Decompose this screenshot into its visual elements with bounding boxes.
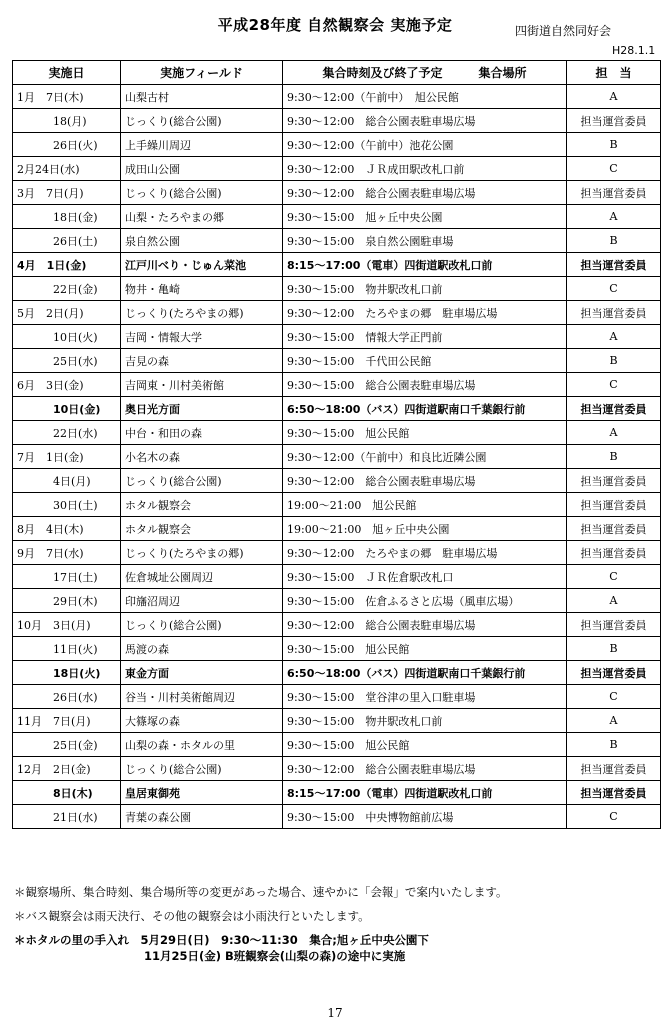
cell-meeting: 9:30～15:00 総合公園表駐車場広場 (283, 373, 567, 397)
cell-meeting: 9:30～15:00 旭公民館 (283, 637, 567, 661)
cell-date: 1月 7日(木) (13, 85, 121, 109)
cell-field: じっくり(総合公園) (121, 757, 283, 781)
cell-date: 10日(金) (13, 397, 121, 421)
cell-date: 7月 1日(金) (13, 445, 121, 469)
cell-meeting: 9:30～12:00 総合公園表駐車場広場 (283, 613, 567, 637)
table-row (13, 133, 661, 157)
cell-responsible: A (567, 205, 661, 229)
cell-responsible: C (567, 805, 661, 829)
cell-meeting: 9:30～15:00 泉自然公園駐車場 (283, 229, 567, 253)
cell-meeting: 9:30～12:00 ＪＲ成田駅改札口前 (283, 157, 567, 181)
cell-date: 6月 3日(金) (13, 373, 121, 397)
cell-responsible: B (567, 733, 661, 757)
cell-field: 馬渡の森 (121, 637, 283, 661)
table-row (13, 445, 661, 469)
cell-field: 佐倉城址公園周辺 (121, 565, 283, 589)
cell-field: ホタル観察会 (121, 517, 283, 541)
cell-meeting: 8:15～17:00（電車）四街道駅改札口前 (283, 781, 567, 805)
cell-date: 11日(火) (13, 637, 121, 661)
column-header-date: 実施日 (13, 61, 121, 85)
cell-date: 17日(土) (13, 565, 121, 589)
cell-meeting: 19:00～21:00 旭公民館 (283, 493, 567, 517)
note-change-notice: ＊観察場所、集合時刻、集合場所等の変更があった場合、速やかに「会報」で案内いたします。 (14, 885, 508, 899)
cell-meeting: 8:15～17:00（電車）四街道駅改札口前 (283, 253, 567, 277)
table-row (13, 109, 661, 133)
table-row (13, 229, 661, 253)
page-number: 17 (327, 1006, 343, 1020)
cell-meeting: 9:30～12:00 総合公園表駐車場広場 (283, 109, 567, 133)
cell-date: 18(月) (13, 109, 121, 133)
cell-date: 4月 1日(金) (13, 253, 121, 277)
cell-responsible: A (567, 589, 661, 613)
cell-meeting: 9:30～15:00 情報大学正門前 (283, 325, 567, 349)
cell-field: じっくり(総合公園) (121, 469, 283, 493)
document-date: H28.1.1 (612, 44, 656, 57)
page-title: 平成28年度 自然観察会 実施予定 (217, 16, 453, 34)
cell-meeting: 9:30～15:00 旭ヶ丘中央公園 (283, 205, 567, 229)
cell-field: 印旛沼周辺 (121, 589, 283, 613)
cell-meeting: 9:30～12:00 たろやまの郷 駐車場広場 (283, 301, 567, 325)
cell-responsible: C (567, 373, 661, 397)
cell-field: 山梨の森・ホタルの里 (121, 733, 283, 757)
cell-field: 小名木の森 (121, 445, 283, 469)
table-row (13, 349, 661, 373)
table-row (13, 493, 661, 517)
table-row (13, 157, 661, 181)
cell-responsible: 担当運営委員 (567, 613, 661, 637)
cell-date: 4日(月) (13, 469, 121, 493)
cell-date: 21日(水) (13, 805, 121, 829)
cell-field: 吉見の森 (121, 349, 283, 373)
cell-responsible: 担当運営委員 (567, 757, 661, 781)
cell-field: 成田山公園 (121, 157, 283, 181)
cell-meeting: 9:30～15:00 堂谷津の里入口駐車場 (283, 685, 567, 709)
cell-meeting: 9:30～12:00 総合公園表駐車場広場 (283, 757, 567, 781)
cell-field: 中台・和田の森 (121, 421, 283, 445)
cell-meeting: 9:30～15:00 物井駅改札口前 (283, 277, 567, 301)
table-row (13, 565, 661, 589)
cell-date: 26日(火) (13, 133, 121, 157)
cell-meeting: 9:30～15:00 旭公民館 (283, 733, 567, 757)
cell-date: 18日(金) (13, 205, 121, 229)
cell-meeting: 9:30～15:00 佐倉ふるさと広場（風車広場） (283, 589, 567, 613)
schedule-table-body (13, 85, 661, 829)
cell-meeting: 9:30～15:00 中央博物館前広場 (283, 805, 567, 829)
cell-field: 上手繰川周辺 (121, 133, 283, 157)
cell-field: じっくり(総合公園) (121, 613, 283, 637)
cell-date: 26日(水) (13, 685, 121, 709)
cell-field: 吉岡・情報大学 (121, 325, 283, 349)
cell-date: 5月 2日(月) (13, 301, 121, 325)
cell-responsible: 担当運営委員 (567, 181, 661, 205)
table-row (13, 181, 661, 205)
note-weather-policy: ＊バス観察会は雨天決行、その他の観察会は小雨決行といたします。 (14, 909, 370, 923)
cell-field: 奥日光方面 (121, 397, 283, 421)
cell-date: 9月 7日(水) (13, 541, 121, 565)
cell-responsible: 担当運営委員 (567, 253, 661, 277)
cell-meeting: 9:30～12:00 総合公園表駐車場広場 (283, 469, 567, 493)
table-row (13, 733, 661, 757)
cell-meeting: 9:30～15:00 千代田公民館 (283, 349, 567, 373)
cell-responsible: 担当運営委員 (567, 781, 661, 805)
cell-date: 18日(火) (13, 661, 121, 685)
cell-field: 谷当・川村美術館周辺 (121, 685, 283, 709)
table-row (13, 709, 661, 733)
cell-field: 皇居東御苑 (121, 781, 283, 805)
table-row (13, 397, 661, 421)
cell-date: 25日(水) (13, 349, 121, 373)
cell-meeting: 9:30～12:00（午前中）和良比近隣公園 (283, 445, 567, 469)
column-header-field: 実施フィールド (121, 61, 283, 85)
table-header-row (13, 61, 661, 85)
cell-meeting: 9:30～15:00 ＪＲ佐倉駅改札口 (283, 565, 567, 589)
cell-date: 8月 4日(木) (13, 517, 121, 541)
cell-date: 10日(火) (13, 325, 121, 349)
table-row (13, 613, 661, 637)
cell-responsible: A (567, 325, 661, 349)
table-row (13, 637, 661, 661)
cell-field: 山梨古村 (121, 85, 283, 109)
cell-meeting: 9:30～12:00 総合公園表駐車場広場 (283, 181, 567, 205)
cell-meeting: 19:00～21:00 旭ヶ丘中央公園 (283, 517, 567, 541)
cell-field: じっくり(総合公園) (121, 181, 283, 205)
cell-field: 物井・亀崎 (121, 277, 283, 301)
cell-date: 12月 2日(金) (13, 757, 121, 781)
organization-name: 四街道自然同好会 (515, 24, 612, 38)
table-row (13, 253, 661, 277)
column-header-meeting: 集合時刻及び終了予定 集合場所 (283, 61, 567, 85)
cell-responsible: 担当運営委員 (567, 517, 661, 541)
cell-field: 江戸川べり・じゅん菜池 (121, 253, 283, 277)
cell-date: 29日(木) (13, 589, 121, 613)
cell-responsible: A (567, 709, 661, 733)
cell-date: 8日(木) (13, 781, 121, 805)
cell-responsible: 担当運営委員 (567, 301, 661, 325)
cell-date: 10月 3日(月) (13, 613, 121, 637)
cell-meeting: 9:30～12:00 たろやまの郷 駐車場広場 (283, 541, 567, 565)
cell-field: ホタル観察会 (121, 493, 283, 517)
cell-meeting: 6:50～18:00（バス）四街道駅南口千葉銀行前 (283, 397, 567, 421)
table-row (13, 757, 661, 781)
cell-responsible: C (567, 157, 661, 181)
note-firefly-maintenance-second: 11月25日(金) B班観察会(山梨の森)の途中に実施 (144, 949, 406, 963)
cell-date: 11月 7日(月) (13, 709, 121, 733)
cell-meeting: 6:50～18:00（バス）四街道駅南口千葉銀行前 (283, 661, 567, 685)
cell-responsible: B (567, 445, 661, 469)
cell-responsible: C (567, 565, 661, 589)
cell-meeting: 9:30～12:00（午前中） 旭公民館 (283, 85, 567, 109)
column-header-responsible: 担 当 (567, 61, 661, 85)
table-row (13, 85, 661, 109)
table-row (13, 205, 661, 229)
cell-date: 22日(金) (13, 277, 121, 301)
cell-responsible: A (567, 85, 661, 109)
table-row (13, 325, 661, 349)
cell-date: 3月 7日(月) (13, 181, 121, 205)
schedule-table (12, 60, 661, 829)
cell-field: 泉自然公園 (121, 229, 283, 253)
cell-responsible: 担当運営委員 (567, 541, 661, 565)
cell-responsible: 担当運営委員 (567, 661, 661, 685)
cell-responsible: 担当運営委員 (567, 397, 661, 421)
table-row (13, 517, 661, 541)
table-row (13, 277, 661, 301)
cell-field: じっくり(たろやまの郷) (121, 541, 283, 565)
cell-field: じっくり(たろやまの郷) (121, 301, 283, 325)
cell-responsible: C (567, 277, 661, 301)
cell-field: 山梨・たろやまの郷 (121, 205, 283, 229)
cell-date: 26日(土) (13, 229, 121, 253)
table-row (13, 469, 661, 493)
cell-responsible: 担当運営委員 (567, 469, 661, 493)
cell-field: じっくり(総合公園) (121, 109, 283, 133)
cell-meeting: 9:30～15:00 旭公民館 (283, 421, 567, 445)
cell-date: 22日(水) (13, 421, 121, 445)
cell-responsible: 担当運営委員 (567, 493, 661, 517)
table-row (13, 805, 661, 829)
table-row (13, 781, 661, 805)
cell-date: 25日(金) (13, 733, 121, 757)
cell-meeting: 9:30～12:00（午前中）池花公園 (283, 133, 567, 157)
table-row (13, 685, 661, 709)
cell-responsible: A (567, 421, 661, 445)
cell-responsible: B (567, 133, 661, 157)
cell-date: 30日(土) (13, 493, 121, 517)
table-row (13, 421, 661, 445)
cell-responsible: C (567, 685, 661, 709)
cell-responsible: B (567, 637, 661, 661)
cell-field: 吉岡東・川村美術館 (121, 373, 283, 397)
cell-responsible: B (567, 349, 661, 373)
table-row (13, 589, 661, 613)
table-row (13, 661, 661, 685)
table-row (13, 541, 661, 565)
cell-field: 青葉の森公園 (121, 805, 283, 829)
table-row (13, 373, 661, 397)
note-firefly-maintenance: ＊ホタルの里の手入れ 5月29日(日) 9:30～11:30 集合;旭ヶ丘中央公園下 (14, 933, 429, 947)
table-row (13, 301, 661, 325)
cell-meeting: 9:30～15:00 物井駅改札口前 (283, 709, 567, 733)
cell-date: 2月24日(水) (13, 157, 121, 181)
cell-field: 東金方面 (121, 661, 283, 685)
cell-field: 大篠塚の森 (121, 709, 283, 733)
cell-responsible: B (567, 229, 661, 253)
cell-responsible: 担当運営委員 (567, 109, 661, 133)
